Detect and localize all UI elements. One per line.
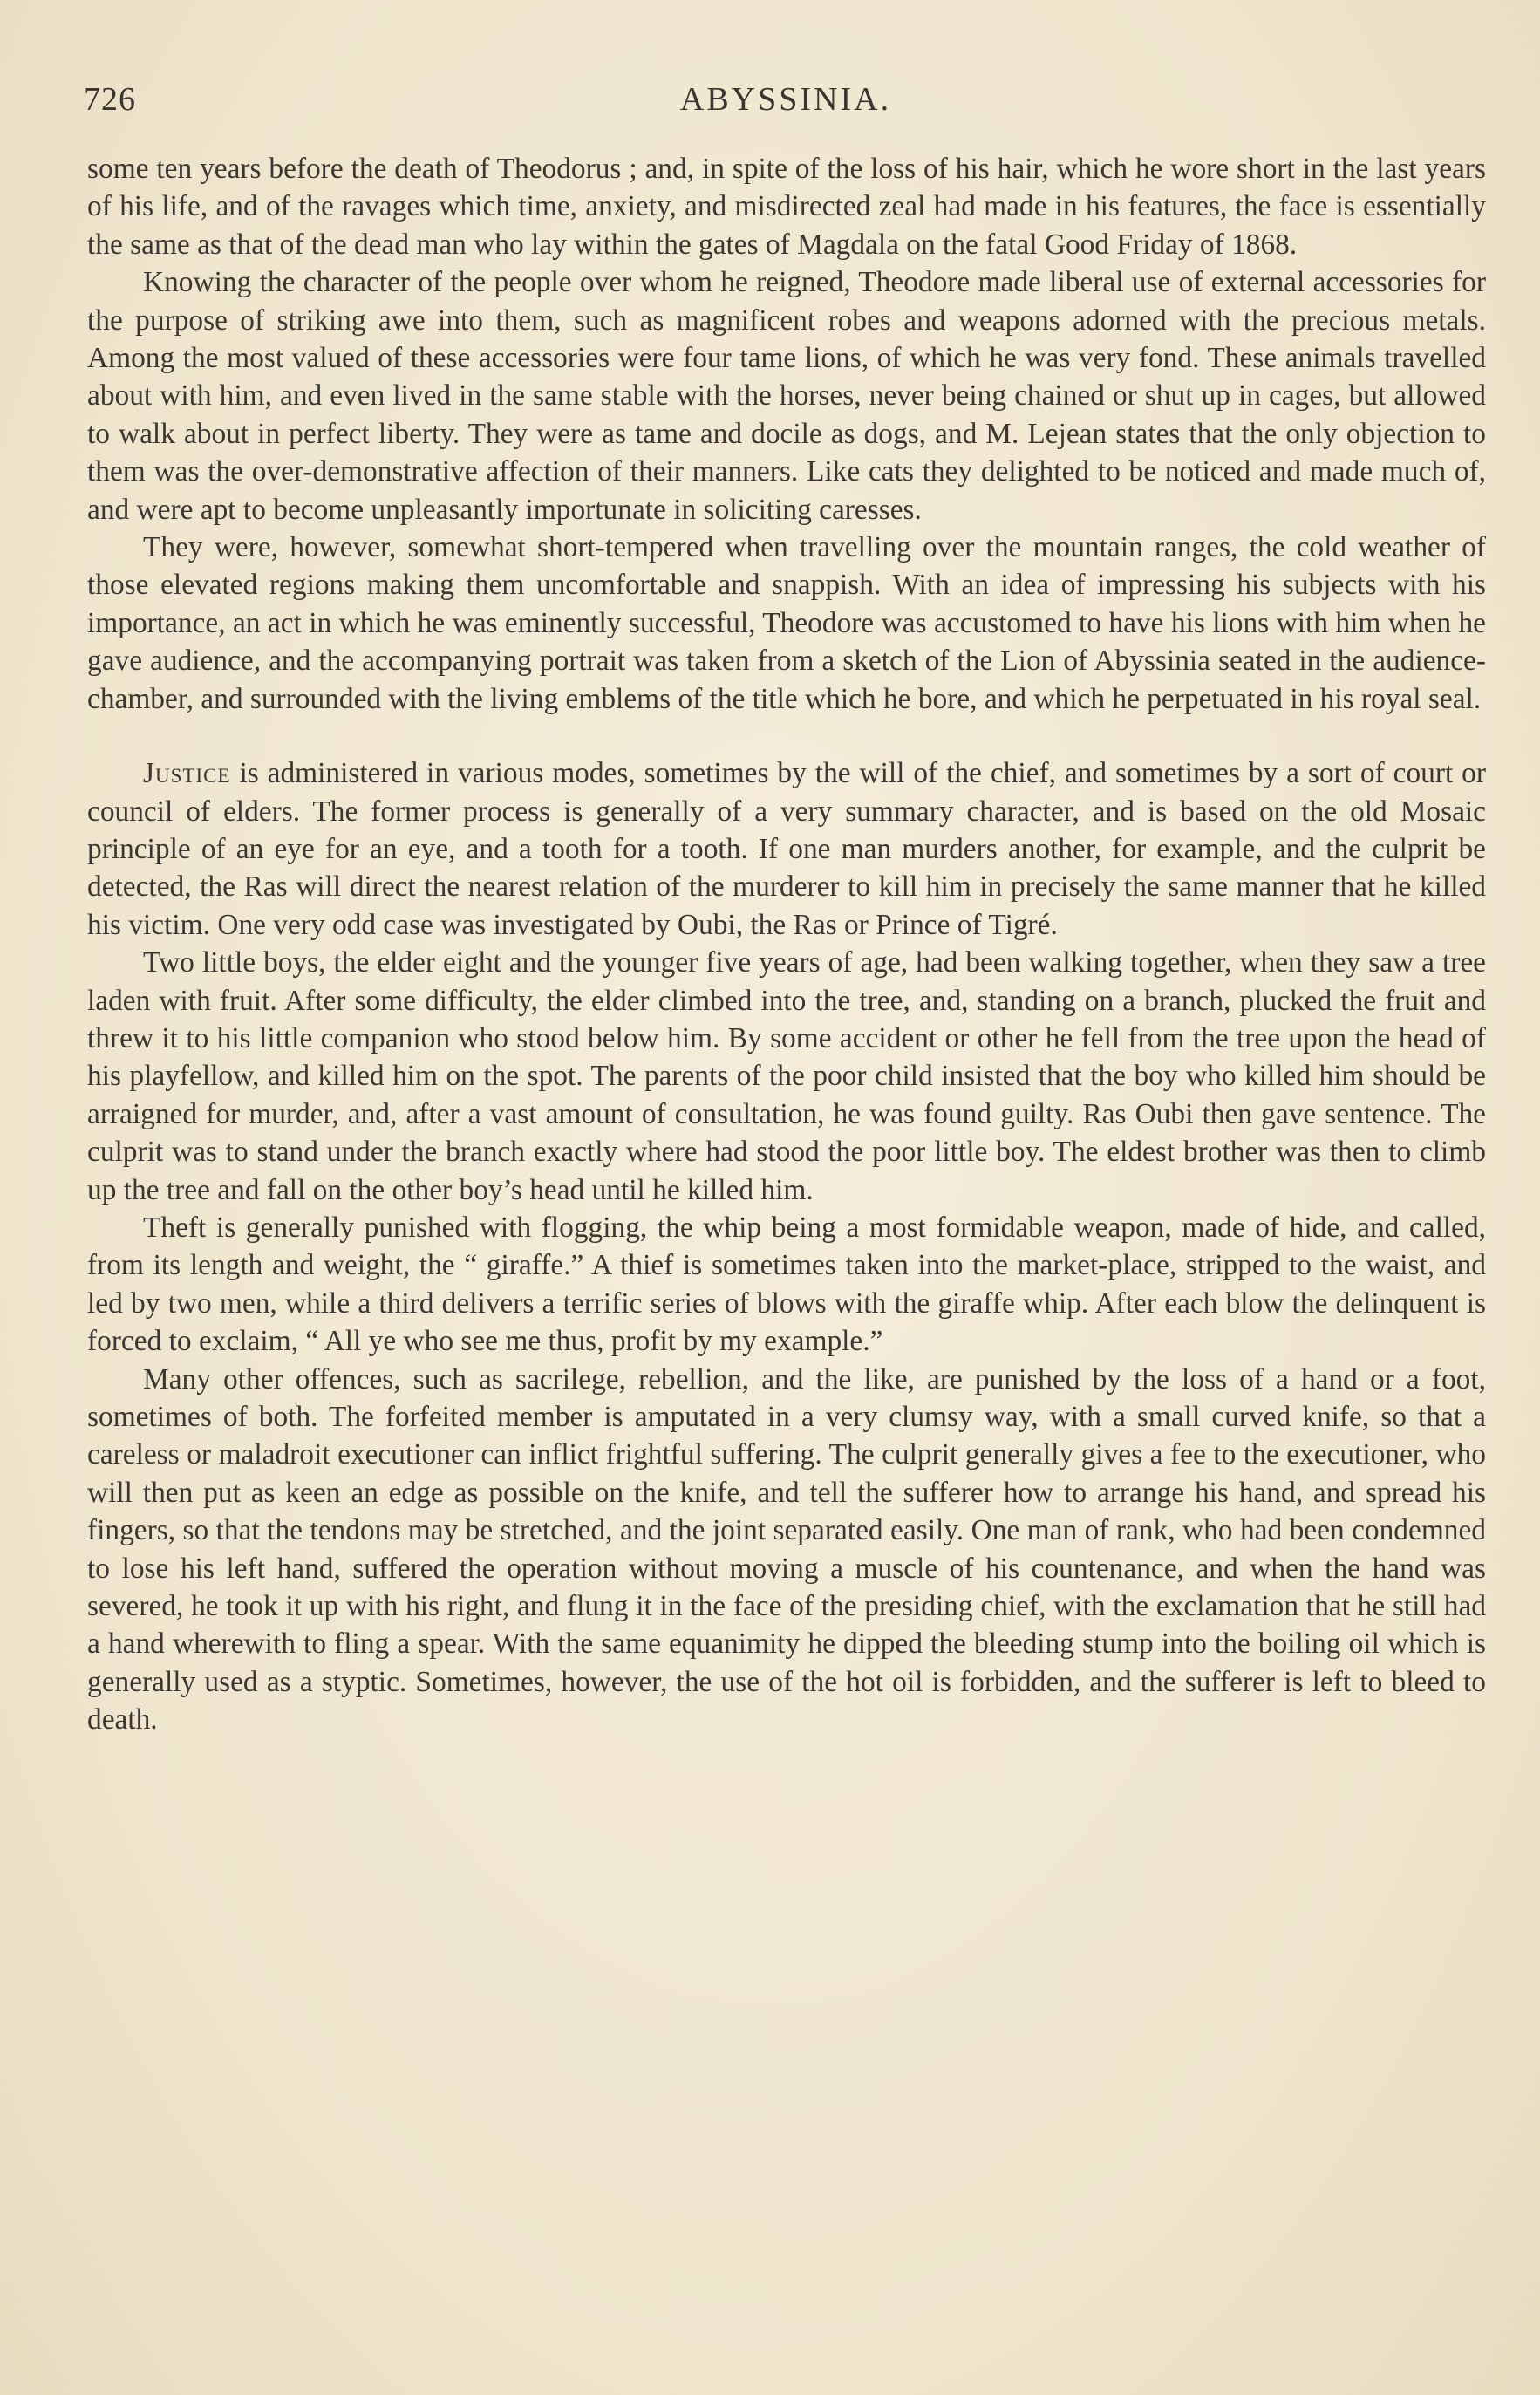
page-number: 726 (84, 81, 136, 118)
paragraph-text: Two little boys, the elder eight and the younger five years of age, had been walking together, when they saw a tree laden with fruit. After some difficulty, the elder climbed into the tree, and, standing on a branch, plucked the fruit and threw it to his little companion who stood below him. By some accident or other he fell from the tree upon the head of his playfellow, and killed him on the spot. The parents of the poor child insisted that the boy who killed him should be arraigned for murder, and, after a vast amount of consultation, he was found guilty. Ras Oubi then gave sentence. The culprit was to stand under the branch exactly where had stood the poor little boy. The eldest brother was then to climb up the tree and fall on the other boy’s head until he killed him. (87, 946, 1486, 1206)
body-text (87, 150, 1486, 1739)
paragraph (87, 1209, 1486, 1361)
paragraph-text: Knowing the character of the people over whom he reigned, Theodore made liberal use of external accessories for the purpose of striking awe into them, such as magnificent robes and weapons adorned with the precious metals. Among the most valued of these accessories were four tame lions, of which he was very fond. These animals travelled about with him, and even lived in the same stable with the horses, never being chained or shut up in cages, but allowed to walk about in perfect liberty. They were as tame and docile as dogs, and M. Lejean states that the only objection to them was the over-demonstrative affection of their manners. Like cats they delighted to be noticed and made much of, and were apt to become unpleasantly importunate in soliciting caresses. (87, 266, 1486, 526)
paragraph (87, 944, 1486, 1209)
paragraph (87, 263, 1486, 529)
paragraph-text: some ten years before the death of Theodorus ; and, in spite of the loss of his hair, which he wore short in the last years of his life, and of the ravages which time, anxiety, and misdirected zeal had made in his features, the face is essentially the same as that of the dead man who lay within the gates of Magdala on the fatal Good Friday of 1868. (87, 153, 1486, 261)
paragraph-text: Theft is generally punished with flogging, the whip being a most formidable weapon, made of hide, and called, from its length and weight, the “ giraffe.” A thief is sometimes taken into the market-place, stripped to the waist, and led by two men, while a third delivers a terrific series of blows with the giraffe whip. After each blow the delinquent is forced to exclaim, “ All ye who see me thus, profit by my example.” (87, 1211, 1486, 1358)
paragraph (87, 754, 1486, 944)
paragraph-text: is administered in various modes, sometimes by the will of the chief, and sometimes by a sort of court or council of elders. The former process is generally of a very summary character, and is based on the old Mosaic principle of an eye for an eye, and a tooth for a tooth. If one man murders another, for example, and the culprit be detected, the Ras will direct the nearest relation of the murderer to kill him in precisely the same manner that he killed his victim. One very odd case was investigated by Oubi, the Ras or Prince of Tigré. (87, 757, 1486, 941)
running-head (84, 80, 1488, 124)
paragraph-text: Many other offences, such as sacrilege, rebellion, and the like, are punished by the loss of a hand or a foot, sometimes of both. The forfeited member is amputated in a very clumsy way, with a small curved knife, so that a careless or maladroit executioner can inflict frightful suffering. The culprit generally gives a fee to the executioner, who will then put as keen an edge as possible on the knife, and tell the sufferer how to arrange his hand, and spread his fingers, so that the tendons may be stretched, and the joint separated easily. One man of rank, who had been condemned to lose his left hand, suffered the operation without moving a muscle of his countenance, and when the hand was severed, he took it up with his right, and flung it in the face of the presiding chief, with the exclamation that he still had a hand wherewith to fling a spear. With the same equanimity he dipped the bleeding stump into the boiling oil which is generally used as a styptic. Sometimes, however, the use of the hot oil is forbidden, and the sufferer is left to bleed to death. (87, 1362, 1486, 1737)
paragraph (87, 150, 1486, 263)
section-lead-word: Justice (143, 757, 231, 790)
page-header-title: ABYSSINIA. (679, 81, 892, 118)
paragraph (87, 1361, 1486, 1739)
paragraph (87, 529, 1486, 718)
paragraph-text: They were, however, somewhat short-tempered when travelling over the mountain ranges, the cold weather of those elevated regions making them uncomfortable and snappish. With an idea of impressing his subjects with his importance, an act in which he was eminently successful, Theodore was accustomed to have his lions with him when he gave audience, and the accompanying portrait was taken from a sketch of the Lion of Abyssinia seated in the audience-chamber, and surrounded with the living emblems of the title which he bore, and which he perpetuated in his royal seal. (87, 531, 1486, 715)
